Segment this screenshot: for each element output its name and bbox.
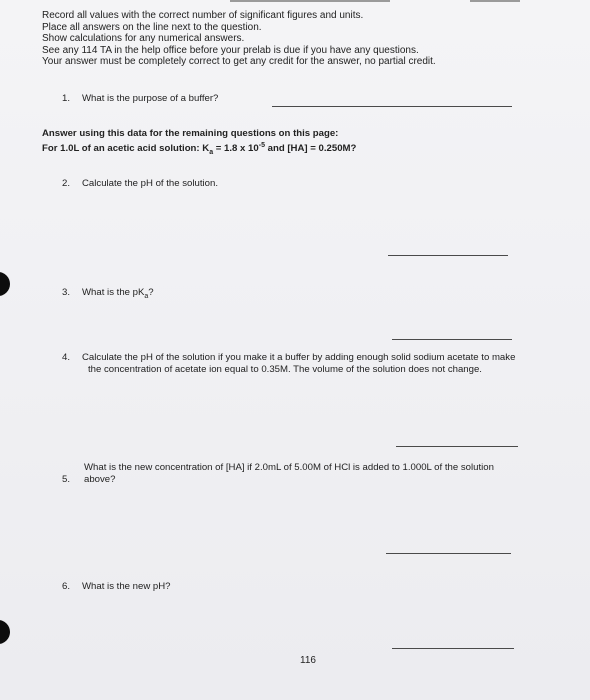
question-4 [62, 352, 562, 378]
pka-subscript: a [144, 292, 149, 300]
question-number: 6. [62, 581, 71, 592]
question-text-line: What is the new concentration of [HA] if 2.0mL of 5.00M of HCl is added to 1.000L of the solution [84, 462, 494, 473]
question-text [82, 352, 515, 376]
top-rule-left [230, 0, 390, 2]
answer-line-6[interactable] [392, 648, 514, 649]
question-text-start: What is the pK [82, 287, 145, 298]
question-3 [62, 287, 262, 301]
question-text: Calculate the pH of the solution. [82, 178, 218, 189]
data-line-start: For 1.0L of an acetic acid solution: K [42, 143, 210, 155]
question-text: What is the new pH? [82, 581, 171, 592]
answer-line-5[interactable] [386, 553, 511, 554]
question-text [82, 462, 494, 486]
instruction-line: Your answer must be completely correct to get any credit for the answer, no partial credit. [42, 56, 436, 67]
top-rule-right [470, 0, 520, 2]
instruction-line: Show calculations for any numerical answers. [42, 33, 245, 44]
question-number: 1. [62, 93, 71, 104]
question-6 [62, 581, 262, 595]
data-block [42, 128, 356, 159]
data-line-end: and [HA] = 0.250M? [264, 143, 357, 155]
instruction-line: Place all answers on the line next to the question. [42, 21, 262, 33]
exponent: -5 [258, 142, 265, 149]
question-5 [62, 462, 562, 488]
question-text-line: above? [84, 474, 116, 485]
question-text: What is the purpose of a buffer? [82, 93, 219, 104]
question-number: 3. [62, 287, 71, 298]
answer-line-1[interactable] [272, 106, 512, 107]
question-text-line: Calculate the pH of the solution if you make it a buffer by adding enough solid sodium acetate to make [82, 352, 516, 363]
ka-subscript: a [209, 149, 214, 157]
question-number: 2. [62, 178, 71, 189]
instructions [42, 10, 562, 68]
binder-hole-top [0, 272, 10, 296]
instruction-line: See any 114 TA in the help office before your prelab is due if you have any questions. [42, 44, 419, 56]
question-number: 4. [62, 352, 71, 363]
question-text-line: the concentration of acetate ion equal to 0.35M. The volume of the solution does not change. [88, 364, 482, 375]
answer-line-3[interactable] [392, 339, 512, 340]
instruction-line: Record all values with the correct number of significant figures and units. [42, 10, 364, 21]
answer-line-2[interactable] [388, 255, 508, 256]
question-text [82, 287, 154, 303]
data-heading: Answer using this data for the remaining questions on this page: [42, 128, 339, 139]
question-text-end: ? [148, 287, 154, 298]
binder-hole-bottom [0, 620, 10, 644]
data-values [42, 140, 356, 159]
page-number: 116 [300, 655, 316, 666]
question-number: 5. [62, 474, 71, 485]
data-line-mid: = 1.8 x 10 [213, 143, 259, 155]
question-1 [62, 93, 262, 107]
answer-line-4[interactable] [396, 446, 518, 447]
question-2 [62, 178, 362, 192]
